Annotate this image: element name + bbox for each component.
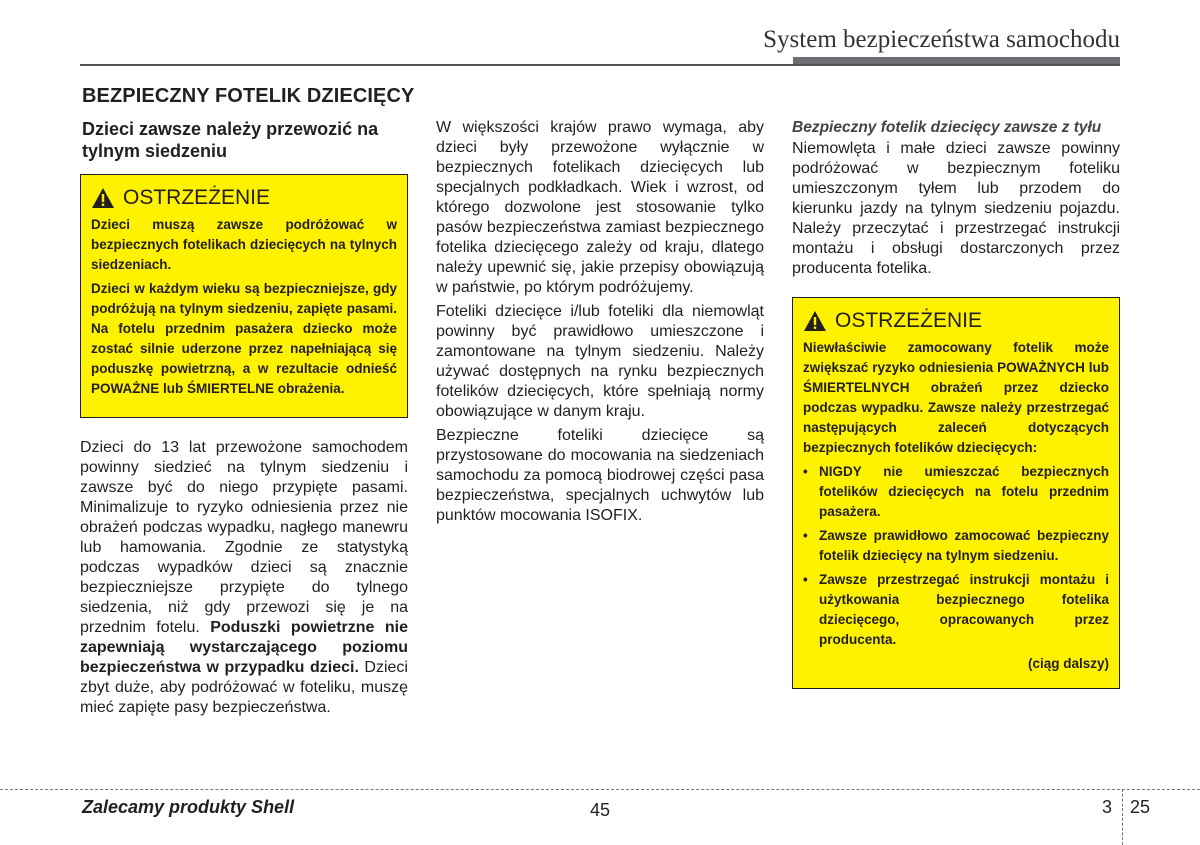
footer-divider — [0, 789, 1200, 790]
warning-title — [91, 185, 397, 211]
warning-triangle-icon — [91, 187, 115, 209]
section-title: BEZPIECZNY FOTELIK DZIECIĘCY — [82, 85, 415, 107]
body-paragraph: W większości krajów prawo wymaga, aby dzieci były przewożone wyłącznie w bezpiecznych fotelikach dziecięcych lub specjalnych podkładkach. Wiek i wzrost, od którego dozwolone jest stosowanie tylko pasów bezpieczeństwa zamiast bezpiecznego fotelika dziecięcego zależy od kraju, dlatego należy upewnić się, jakie przepisy obowiązują w państwie, po którym podróżujemy. — [436, 119, 764, 296]
warning-box — [792, 297, 1120, 689]
footer-section-page: 25 — [1130, 797, 1151, 817]
warning-title-text: OSTRZEŻENIE — [835, 309, 983, 332]
column-1 — [80, 118, 408, 722]
warning-triangle-icon — [803, 310, 827, 332]
header-rule — [80, 64, 1120, 66]
subheading: Bezpieczny fotelik dziecięcy zawsze z tyłu — [792, 119, 1102, 136]
body-paragraph — [80, 438, 408, 718]
warning-text: Dzieci muszą zawsze podróżować w bezpiecznych fotelikach dziecięcych na tylnych siedzeniach. — [91, 217, 397, 272]
body-paragraph: Foteliki dziecięce i/lub foteliki dla niemowląt powinny być prawidłowo umieszczone i zamontowane na tylnym siedzeniu. Należy używać dostępnych na rynku bezpiecznych fotelików dziecięcych, które spełniają normy obowiązujące w danym kraju. — [436, 303, 764, 420]
warning-text: Niewłaściwie zamocowany fotelik może zwiększać ryzyko odniesienia POWAŻNYCH lub ŚMIERTELNYCH obrażeń przez dziecko podczas wypadku. Zawsze należy przestrzegać następujących zaleceń dotyczących bezpiecznych fotelików dziecięcych: — [803, 340, 1109, 455]
column-3 — [792, 118, 1120, 689]
warning-box — [80, 174, 408, 418]
body-paragraph: Bezpieczne foteliki dziecięce są przystosowane do mocowania na siedzeniach samochodu za pomocą biodrowej części pasa bezpieczeństwa, specjalnych uchwytów lub punktów mocowania ISOFIX. — [436, 427, 764, 524]
warning-list — [803, 462, 1109, 650]
body-text: Dzieci zbyt duże, aby podróżować w foteliku, muszę mieć zapięte pasy bezpieczeństwa. — [80, 659, 408, 716]
footer-page-number: 45 — [590, 800, 611, 820]
list-item: • NIGDY nie umieszczać bezpiecznych fotelików dziecięcych na fotelu przednim pasażera. — [803, 462, 1109, 522]
list-item: • Zawsze przestrzegać instrukcji montażu i użytkowania bezpiecznego fotelika dziecięcego, opracowanych przez producenta. — [803, 570, 1109, 650]
continued-note: (ciąg dalszy) — [1027, 656, 1109, 671]
warning-title — [803, 308, 1109, 334]
list-item: • Zawsze prawidłowo zamocować bezpieczny fotelik dziecięcy na tylnym siedzeniu. — [803, 526, 1109, 566]
body-bold-text: Poduszki powietrzne nie zapewniają wystarczającego poziomu bezpieczeństwa w przypadku dzieci. — [80, 619, 408, 676]
body-paragraph: Niemowlęta i małe dzieci zawsze powinny podróżować w bezpiecznym foteliku umieszczonym tyłem lub przodem do kierunku jazdy na tylnym siedzeniu pojazdu. Należy przeczytać i przestrzegać instrukcji montażu i obsługi dostarczonych przez producenta fotelika. — [792, 140, 1120, 277]
subheading: Dzieci zawsze należy przewozić na tylnym siedzeniu — [82, 119, 379, 161]
footer-vertical-divider — [1122, 789, 1123, 845]
footer-chapter-number: 3 — [1102, 797, 1113, 817]
warning-text: Dzieci w każdym wieku są bezpieczniejsze, gdy podróżują na tylnym siedzeniu, zapięte pasami. Na fotelu przednim pasażera dziecko może zostać silnie uderzone przez napełniającą się poduszkę powietrzną, a w rezultacie odnieść POWAŻNE lub ŚMIERTELNE obrażenia. — [91, 281, 397, 396]
body-text: Dzieci do 13 lat przewożone samochodem powinny siedzieć na tylnym siedzeniu i zawsze być do niego przypięte pasami. Minimalizuje to ryzyko odniesienia przez nie obrażeń podczas wypadku, nagłego manewru lub hamowania. Zgodnie ze statystyką podczas wypadków dzieci są znacznie bezpieczniejsze przypięte do tylnego siedzenia, niż gdy przewozi się je na przednim fotelu. — [80, 439, 408, 636]
column-2 — [436, 118, 764, 530]
header-title: System bezpieczeństwa samochodu — [763, 26, 1120, 53]
footer-slogan: Zalecamy produkty Shell — [82, 797, 295, 817]
warning-title-text: OSTRZEŻENIE — [123, 186, 271, 209]
